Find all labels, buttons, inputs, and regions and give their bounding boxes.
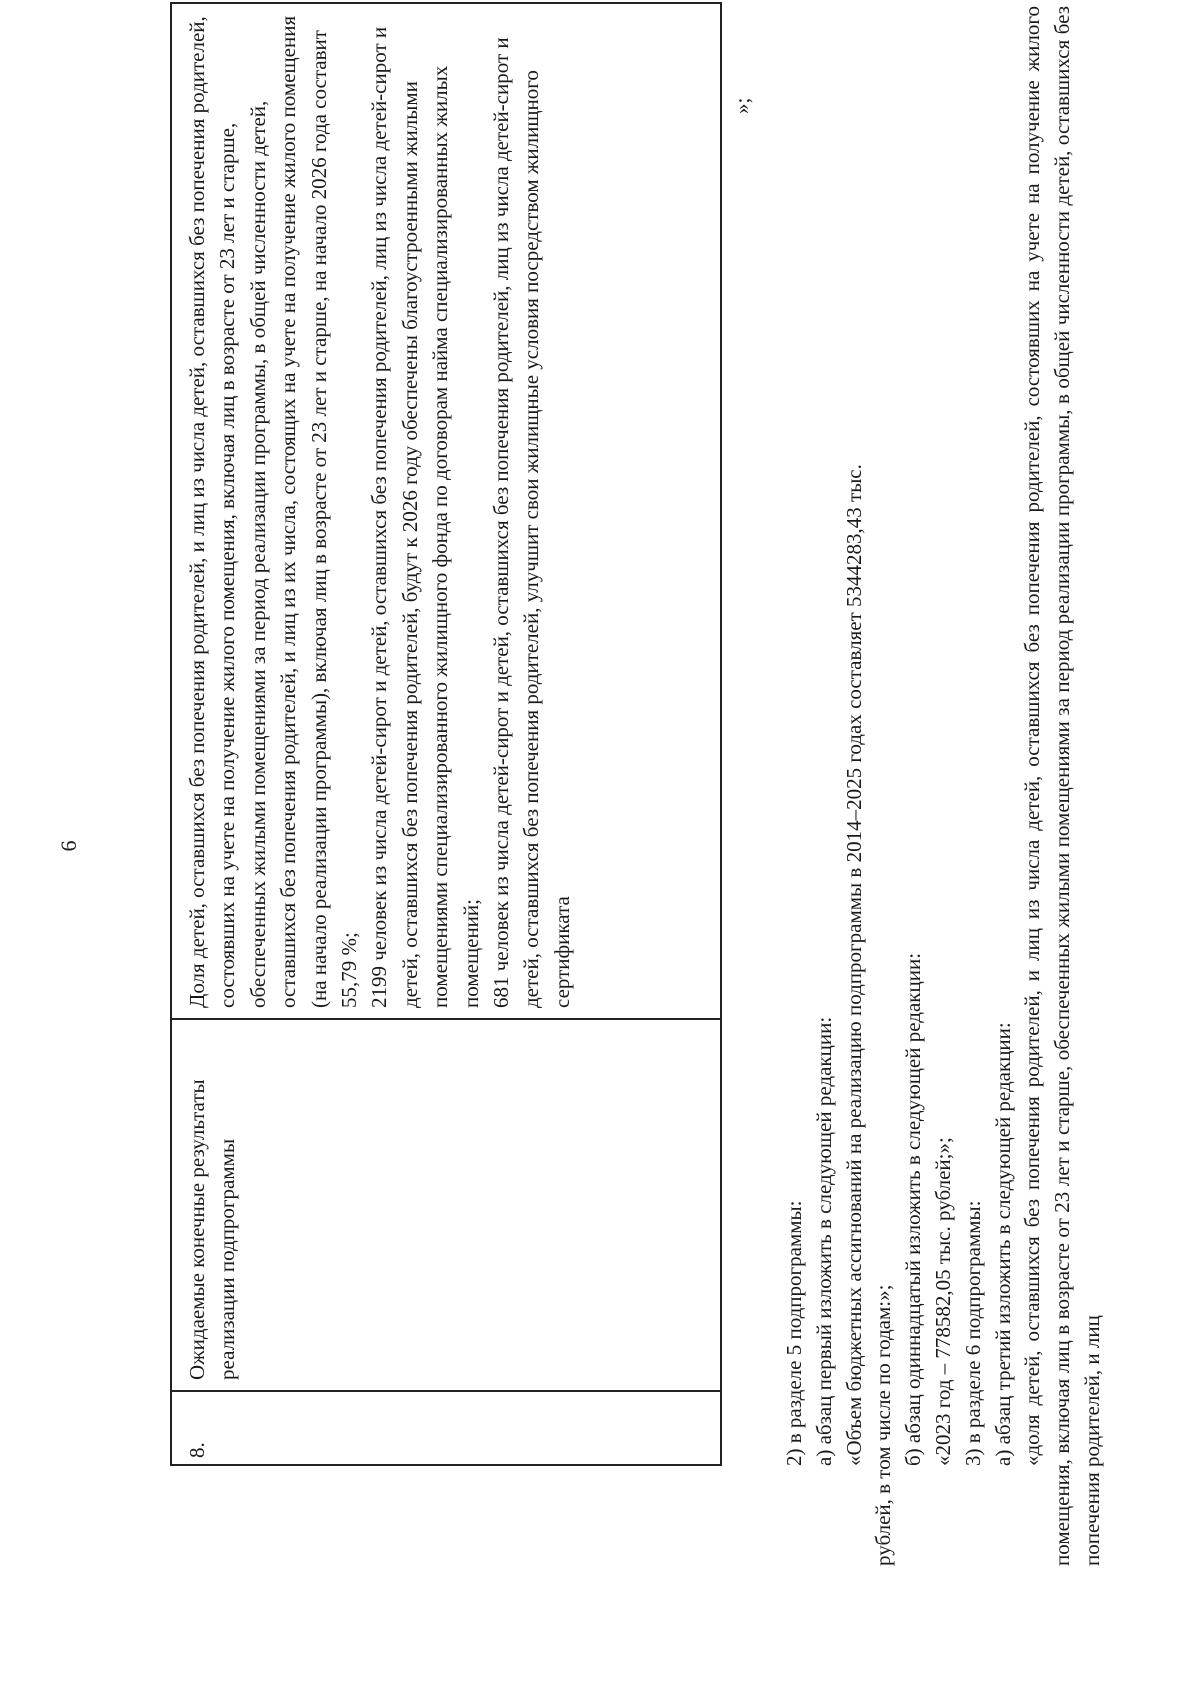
amendment-paragraph: б) абзац одиннадцатый изложить в следующей редакции: <box>901 952 926 1466</box>
row-number-cell: 8. <box>172 1390 720 1464</box>
amendment-paragraph: 3) в разделе 6 подпрограммы: <box>960 1200 985 1466</box>
amendment-text <box>780 6 1108 1566</box>
row-content-cell <box>172 4 720 1018</box>
amendment-paragraph: «доля детей, оставшихся без попечения родителей, и лиц из числа детей, оставшихся без попечения родителей, состоявших на учете на получение жилого помещения, включая лиц в возрасте от 23 лет и старше, обеспеченных жилыми помещениями за период реализации программы, в общей численности детей, оставшихся без попечения родителей, и лиц <box>1020 6 1104 1566</box>
amendment-paragraph: рублей, в том числе по годам:»; <box>871 1284 896 1566</box>
row-label-cell <box>172 1018 720 1390</box>
content-paragraph: 681 человек из числа детей-сирот и детей, оставшихся без попечения родителей, лиц из числа детей-сирот и детей, оставшихся без попечения родителей, улучшит свои жилищные условия посредством жилищного сертификата <box>489 37 574 1008</box>
amendment-paragraph: 2) в разделе 5 подпрограммы: <box>782 1200 806 1466</box>
row-label-text: Ожидаемые конечные результаты реализации подпрограммы <box>185 1079 240 1380</box>
amendment-paragraph: «Объем бюджетных ассигнований на реализацию подпрограммы в 2014–2025 годах составляет 5344283,43 тыс. <box>841 464 866 1466</box>
content-paragraph: 2199 человек из числа детей-сирот и детей, оставшихся без попечения родителей, лиц из числа детей-сирот и детей, оставшихся без попечения родителей, будут к 2026 году обеспечены благоустроенными жилыми помещениями специализированного жилищного фонда по договорам найма специализированных жилых помещений; <box>367 26 483 1008</box>
amendment-paragraph: а) абзац третий изложить в следующей редакции: <box>990 1022 1015 1466</box>
amendment-paragraph: «2023 год – 778582,05 тыс. рублей;»; <box>930 1137 955 1466</box>
page-number: 6 <box>56 840 81 852</box>
closing-quote-mark: »; <box>730 97 754 114</box>
content-paragraph: Доля детей, оставшихся без попечения родителей, и лиц из числа детей, оставшихся без попечения родителей, состоявших на учете на получение жилого помещения, включая лиц в возрасте от 23 лет и старше, обеспеченных жилыми помещениями за период реализации программы, в общей численности детей, оставшихся без попечения родителей, и лиц из их числа, состоящих на учете на получение жилого помещения (на начало реализации программы), включая лиц в возрасте от 23 лет и старше, на начало 2026 года составит 55,79 %; <box>185 15 362 1008</box>
amendment-paragraph: а) абзац первый изложить в следующей редакции: <box>811 1016 836 1466</box>
program-results-table <box>170 2 722 1466</box>
